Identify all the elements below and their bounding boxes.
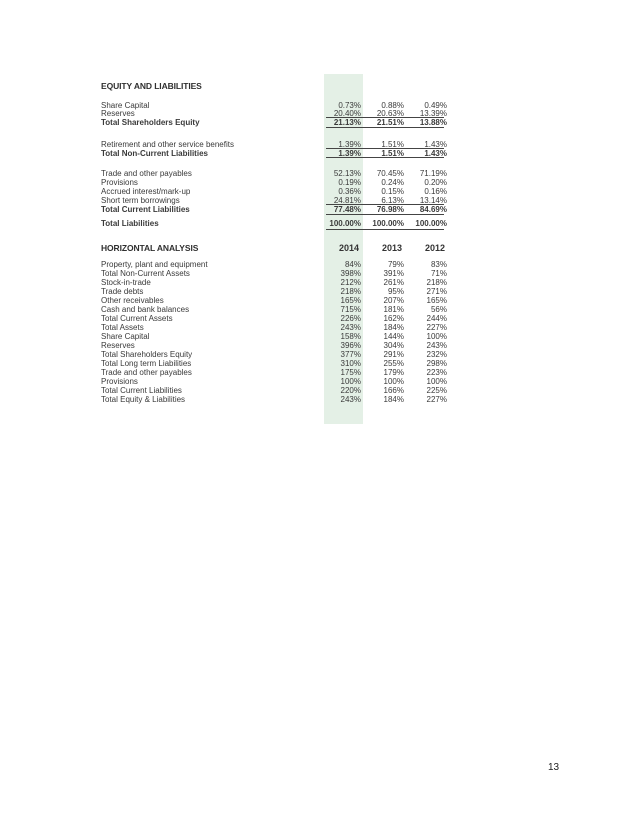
equity-row-value-3: 84.69% — [419, 205, 447, 214]
equity-row-value-1: 21.13% — [333, 118, 361, 127]
equity-row-value-2: 100.00% — [372, 219, 404, 228]
horizontal-row-value-2: 207% — [383, 296, 404, 305]
total-underline — [326, 117, 444, 118]
equity-row-value-2: 1.51% — [381, 140, 404, 149]
page-number: 13 — [548, 762, 560, 773]
horizontal-row-label: Total Assets — [101, 323, 144, 332]
equity-row-label: Accrued interest/mark-up — [101, 187, 191, 196]
equity-row-label: Share Capital — [101, 101, 150, 110]
horizontal-row-value-1: 310% — [340, 359, 361, 368]
horizontal-row-value-1: 398% — [340, 269, 361, 278]
equity-row-label: Retirement and other service benefits — [101, 140, 234, 149]
horizontal-row-value-2: 95% — [387, 287, 404, 296]
equity-row-label: Total Liabilities — [101, 219, 159, 228]
horizontal-row-value-2: 184% — [383, 323, 404, 332]
horizontal-row-label: Total Current Assets — [101, 314, 173, 323]
equity-row-value-3: 0.16% — [424, 187, 447, 196]
horizontal-row-label: Stock-in-trade — [101, 278, 151, 287]
year-header-2014: 2014 — [338, 243, 359, 253]
horizontal-row-value-1: 175% — [340, 368, 361, 377]
equity-row-label: Reserves — [101, 109, 135, 118]
total-underline — [326, 214, 444, 215]
equity-row-value-2: 1.51% — [381, 149, 404, 158]
equity-row-value-3: 1.43% — [424, 140, 447, 149]
horizontal-row-value-3: 165% — [426, 296, 447, 305]
horizontal-row-value-2: 100% — [383, 377, 404, 386]
horizontal-row-value-1: 377% — [340, 350, 361, 359]
horizontal-row-value-1: 84% — [344, 260, 361, 269]
equity-row-value-1: 20.40% — [333, 109, 361, 118]
horizontal-row-value-3: 298% — [426, 359, 447, 368]
horizontal-row-value-3: 232% — [426, 350, 447, 359]
equity-row-value-2: 0.24% — [381, 178, 404, 187]
horizontal-row-value-2: 79% — [387, 260, 404, 269]
horizontal-row-value-2: 391% — [383, 269, 404, 278]
horizontal-row-value-3: 83% — [430, 260, 447, 269]
equity-row-label: Provisions — [101, 178, 138, 187]
equity-row-value-3: 100.00% — [415, 219, 447, 228]
horizontal-row-label: Property, plant and equipment — [101, 260, 208, 269]
equity-row-value-3: 71.19% — [419, 169, 447, 178]
total-underline — [326, 204, 444, 205]
horizontal-row-label: Total Equity & Liabilities — [101, 395, 186, 404]
equity-row-value-1: 0.36% — [338, 187, 361, 196]
horizontal-row-label: Total Shareholders Equity — [101, 350, 193, 359]
horizontal-row-value-3: 227% — [426, 395, 447, 404]
equity-row-value-2: 6.13% — [381, 196, 404, 205]
horizontal-row-value-3: 271% — [426, 287, 447, 296]
horizontal-row-value-3: 243% — [426, 341, 447, 350]
equity-row-label: Short term borrowings — [101, 196, 180, 205]
equity-row-label: Total Current Liabilities — [101, 205, 190, 214]
equity-row-value-1: 0.19% — [338, 178, 361, 187]
horizontal-row-value-1: 220% — [340, 386, 361, 395]
equity-row-value-2: 70.45% — [376, 169, 404, 178]
horizontal-row-value-1: 100% — [340, 377, 361, 386]
horizontal-row-value-3: 225% — [426, 386, 447, 395]
equity-row-value-2: 76.98% — [376, 205, 404, 214]
horizontal-row-label: Reserves — [101, 341, 135, 350]
horizontal-section-title: HORIZONTAL ANALYSIS — [101, 243, 199, 253]
horizontal-row-value-2: 179% — [383, 368, 404, 377]
total-underline — [326, 127, 444, 128]
equity-row-value-3: 0.49% — [424, 101, 447, 110]
horizontal-row-value-3: 227% — [426, 323, 447, 332]
horizontal-row-value-3: 100% — [426, 332, 447, 341]
horizontal-row-value-3: 56% — [430, 305, 447, 314]
equity-row-label: Trade and other payables — [101, 169, 192, 178]
equity-row-value-3: 0.20% — [424, 178, 447, 187]
equity-row-value-3: 13.39% — [419, 109, 447, 118]
equity-row-value-1: 24.81% — [333, 196, 361, 205]
equity-row-value-3: 1.43% — [424, 149, 447, 158]
horizontal-row-label: Other receivables — [101, 296, 164, 305]
equity-row-value-1: 52.13% — [333, 169, 361, 178]
horizontal-row-value-3: 71% — [430, 269, 447, 278]
equity-row-value-1: 0.73% — [338, 101, 361, 110]
horizontal-row-value-1: 243% — [340, 395, 361, 404]
horizontal-row-value-2: 261% — [383, 278, 404, 287]
year-header-2013: 2013 — [381, 243, 402, 253]
total-underline — [326, 229, 444, 230]
horizontal-row-label: Trade and other payables — [101, 368, 192, 377]
horizontal-row-label: Total Non-Current Assets — [101, 269, 190, 278]
equity-row-value-1: 1.39% — [338, 149, 361, 158]
horizontal-row-value-1: 243% — [340, 323, 361, 332]
equity-section-title: EQUITY AND LIABILITIES — [101, 81, 202, 91]
horizontal-row-value-3: 100% — [426, 377, 447, 386]
equity-row-value-3: 13.88% — [419, 118, 447, 127]
horizontal-row-value-1: 218% — [340, 287, 361, 296]
equity-row-value-1: 100.00% — [329, 219, 361, 228]
horizontal-row-value-2: 304% — [383, 341, 404, 350]
year-header-2012: 2012 — [424, 243, 445, 253]
horizontal-row-value-1: 165% — [340, 296, 361, 305]
horizontal-row-label: Trade debts — [101, 287, 144, 296]
equity-row-label: Total Shareholders Equity — [101, 118, 200, 127]
horizontal-row-value-3: 218% — [426, 278, 447, 287]
horizontal-row-value-2: 166% — [383, 386, 404, 395]
horizontal-row-label: Provisions — [101, 377, 138, 386]
horizontal-row-value-2: 162% — [383, 314, 404, 323]
horizontal-row-value-2: 255% — [383, 359, 404, 368]
horizontal-row-value-2: 184% — [383, 395, 404, 404]
horizontal-row-label: Total Long term Liabilities — [101, 359, 192, 368]
horizontal-row-value-2: 144% — [383, 332, 404, 341]
horizontal-row-value-1: 226% — [340, 314, 361, 323]
horizontal-row-value-3: 244% — [426, 314, 447, 323]
horizontal-row-value-2: 181% — [383, 305, 404, 314]
equity-row-value-2: 0.88% — [381, 101, 404, 110]
horizontal-row-value-1: 715% — [340, 305, 361, 314]
equity-row-value-3: 13.14% — [419, 196, 447, 205]
horizontal-row-value-3: 223% — [426, 368, 447, 377]
equity-row-label: Total Non-Current Liabilities — [101, 149, 208, 158]
equity-row-value-2: 20.63% — [376, 109, 404, 118]
equity-row-value-1: 1.39% — [338, 140, 361, 149]
total-underline — [326, 157, 444, 158]
horizontal-row-label: Total Current Liabilities — [101, 386, 182, 395]
equity-row-value-2: 0.15% — [381, 187, 404, 196]
equity-row-value-2: 21.51% — [376, 118, 404, 127]
horizontal-row-label: Share Capital — [101, 332, 150, 341]
horizontal-row-label: Cash and bank balances — [101, 305, 190, 314]
equity-row-value-1: 77.48% — [333, 205, 361, 214]
horizontal-row-value-1: 212% — [340, 278, 361, 287]
total-underline — [326, 148, 444, 149]
horizontal-row-value-1: 396% — [340, 341, 361, 350]
horizontal-row-value-2: 291% — [383, 350, 404, 359]
horizontal-row-value-1: 158% — [340, 332, 361, 341]
